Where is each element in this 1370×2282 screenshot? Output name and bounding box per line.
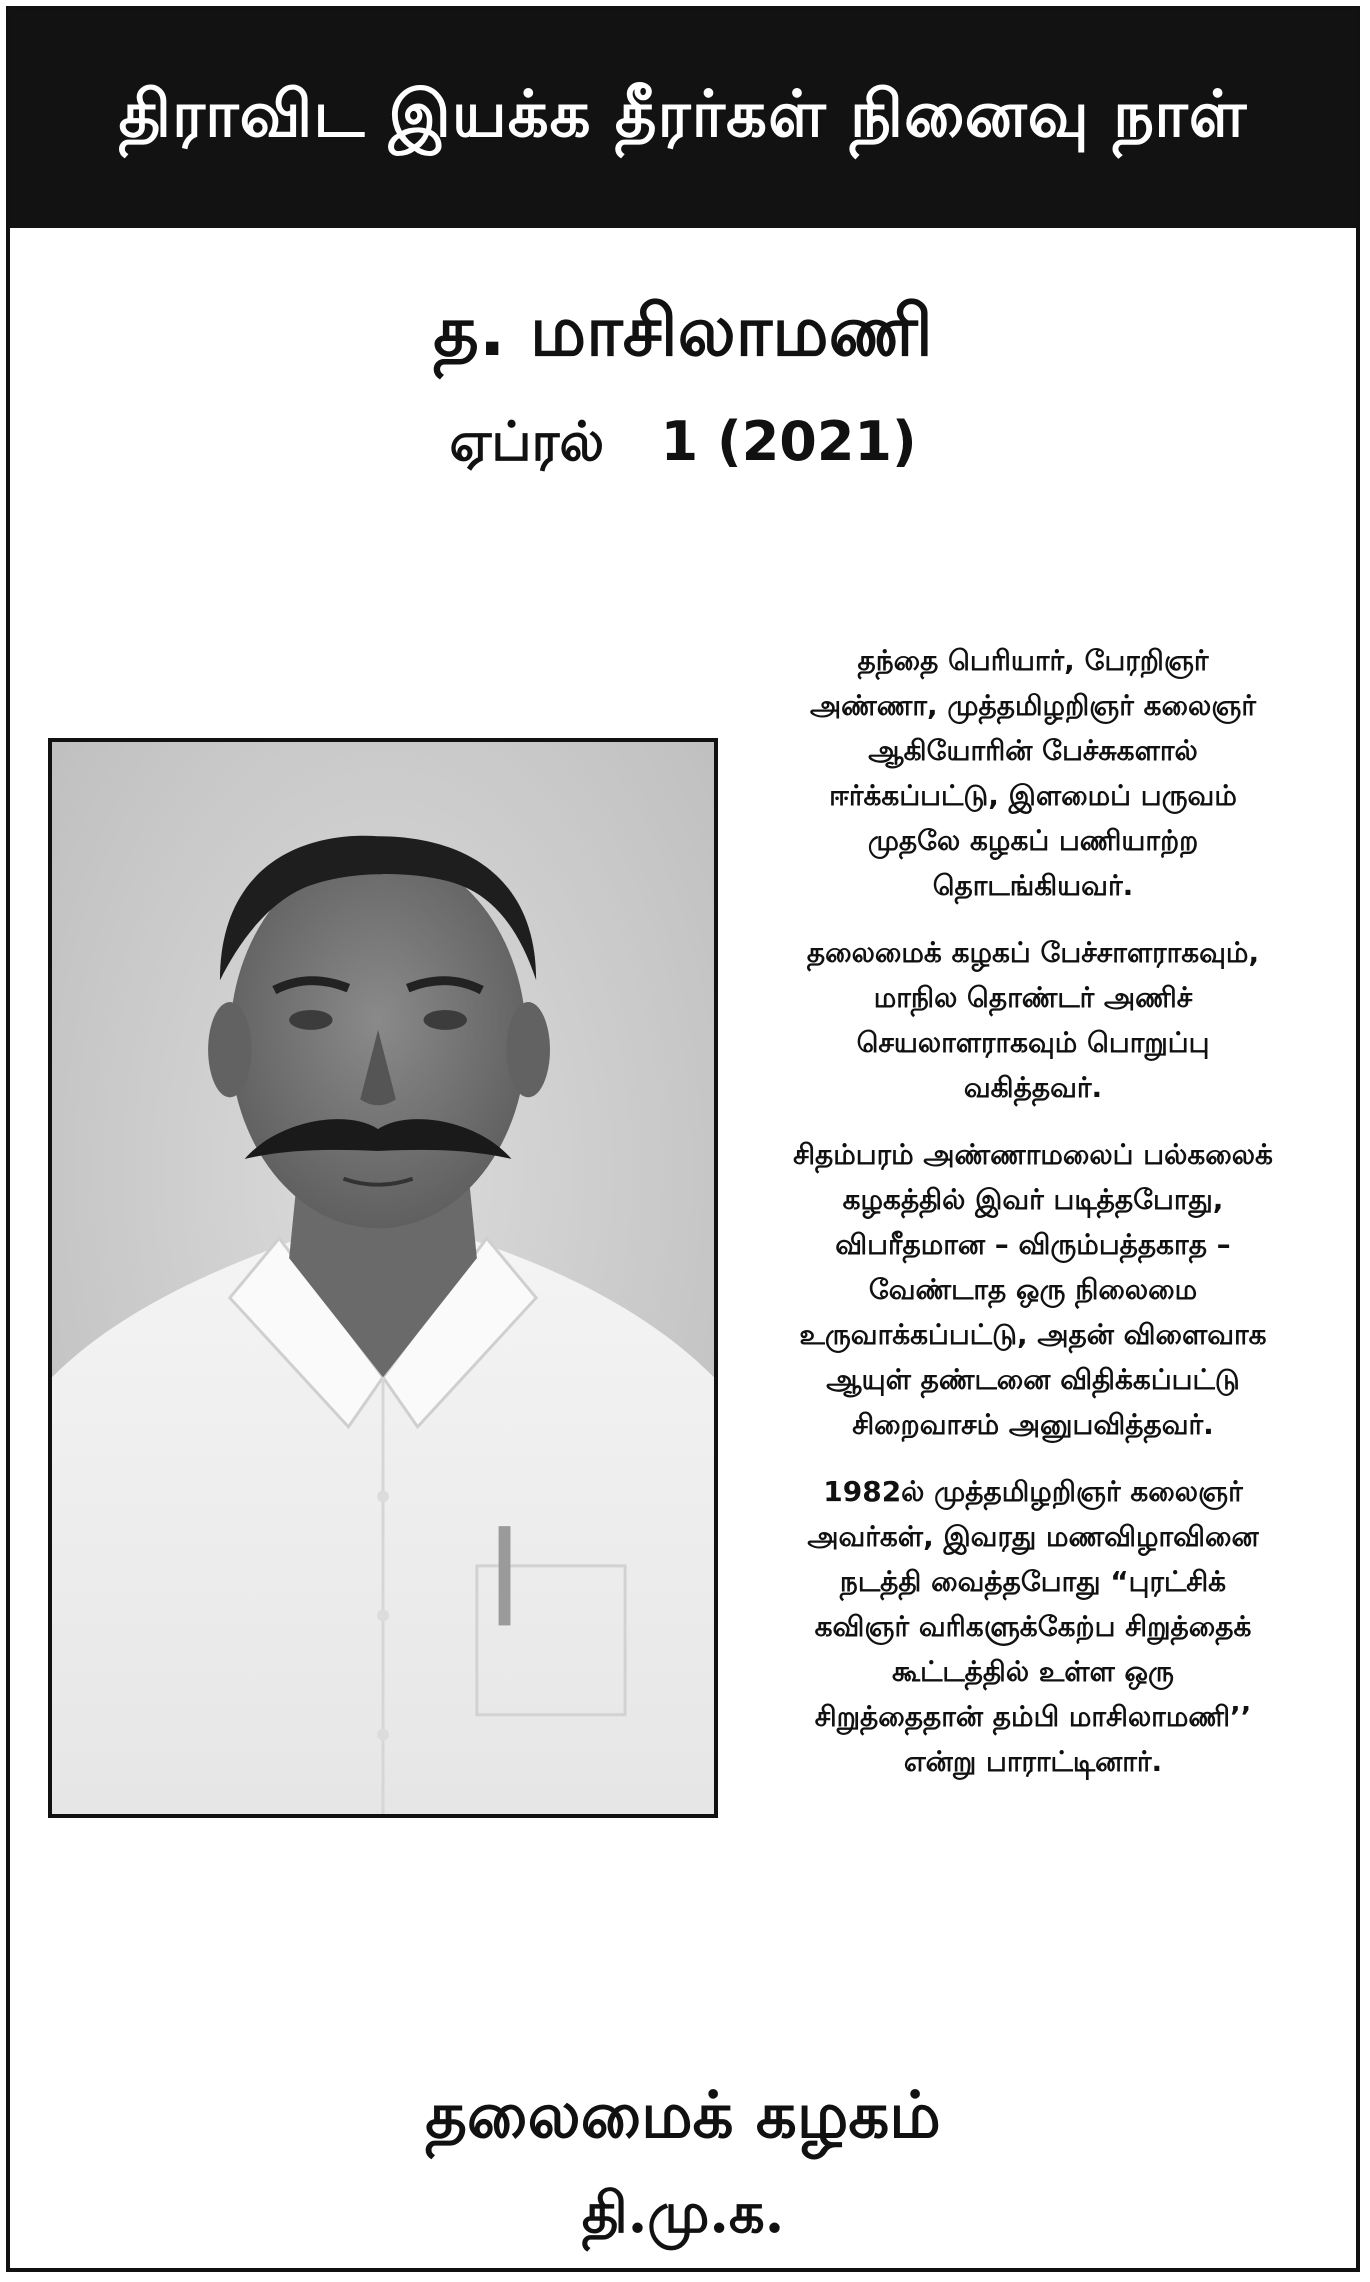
bio-line: சிறைவாசம் அனுபவித்தவர். (852, 1408, 1214, 1441)
bio-line: ஆகியோரின் பேச்சுகளால் (868, 734, 1198, 767)
bio-line: சிதம்பரம் அண்ணாமலைப் பல்கலைக் (793, 1138, 1273, 1171)
bio-line: அண்ணா, முத்தமிழறிஞர் கலைஞர் (810, 689, 1256, 722)
header-banner (10, 10, 1356, 228)
bio-line: தொடங்கியவர். (932, 869, 1134, 902)
bio-line: உருவாக்கப்பட்டு, அதன் விளைவாக (799, 1318, 1267, 1351)
bio-paragraph-4 (738, 1469, 1328, 1784)
bio-line: என்று பாராட்டினார். (903, 1745, 1163, 1778)
bio-line: வகித்தவர். (963, 1071, 1103, 1104)
memorial-date: ஏப்ரல் 1 (2021) (449, 410, 917, 473)
bio-paragraph-3 (738, 1132, 1328, 1447)
bio-line: ஈர்க்கப்பட்டு, இளமைப் பருவம் (829, 779, 1237, 812)
footer-party-name: தி.மு.க. (581, 2180, 785, 2246)
bio-line: 1982ல் முத்தமிழறிஞர் கலைஞர் (823, 1475, 1243, 1508)
bio-line: கவிஞர் வரிகளுக்கேற்ப சிறுத்தைக் (814, 1610, 1252, 1643)
bio-line: விபரீதமான – விரும்பத்தகாத – (835, 1228, 1231, 1261)
bio-line: கழகத்தில் இவர் படித்தபோது, (842, 1183, 1224, 1216)
bio-line: கூட்டத்தில் உள்ள ஒரு (892, 1655, 1174, 1688)
bio-line: முதலே கழகப் பணியாற்ற (867, 824, 1199, 857)
bio-paragraph-2 (738, 930, 1328, 1110)
bio-line: வேண்டாத ஒரு நிலைமை (868, 1273, 1198, 1306)
banner-title: திராவிட இயக்க தீரர்கள் நினைவு நாள் (118, 78, 1248, 152)
bio-line: தலைமைக் கழகப் பேச்சாளராகவும், (806, 936, 1260, 969)
footer-organization: தலைமைக் கழகம் (425, 2078, 941, 2153)
biography (738, 638, 1328, 1806)
bio-paragraph-1 (738, 638, 1328, 908)
bio-line: தந்தை பெரியார், பேரறிஞர் (857, 644, 1209, 677)
bio-line: சிறுத்தைதான் தம்பி மாசிலாமணி’’ (814, 1700, 1252, 1733)
bio-line: மாநில தொண்டர் அணிச் (873, 981, 1193, 1014)
bio-line: ஆயுள் தண்டனை விதிக்கப்பட்டு (826, 1363, 1240, 1396)
person-name: த. மாசிலாமணி (433, 290, 933, 372)
portrait-photo (48, 738, 718, 1818)
obituary-notice (6, 6, 1360, 2272)
portrait-illustration (52, 742, 714, 1814)
bio-line: செயலாளராகவும் பொறுப்பு (856, 1026, 1210, 1059)
bio-line: நடத்தி வைத்தபோது “புரட்சிக் (839, 1565, 1227, 1598)
bio-line: அவர்கள், இவரது மணவிழாவினை (807, 1520, 1259, 1553)
